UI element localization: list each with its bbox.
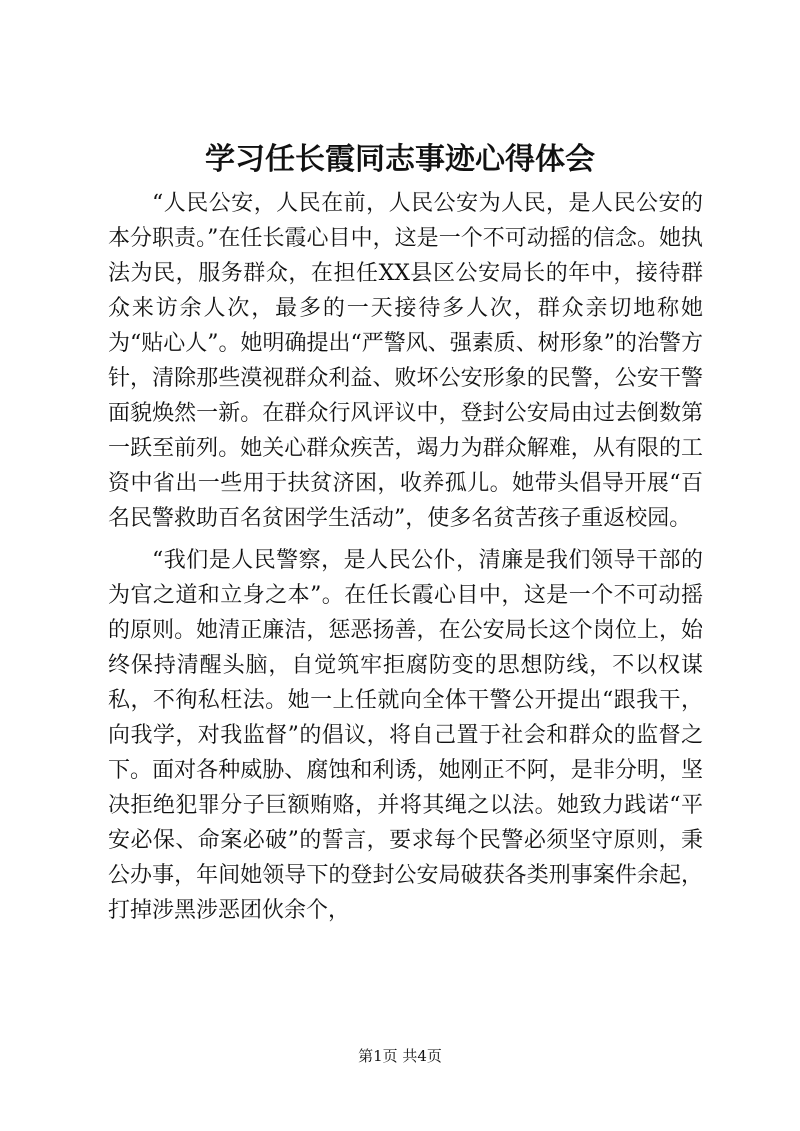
paragraph-2: “我们是人民警察，是人民公仆，清廉是我们领导干部的为官之道和立身之本”。在任长霞心目中，这是一个不可动摇的原则。她清正廉洁，惩恶扬善，在公安局长这个岗位上，始终保持清醒头脑，自觉筑牢拒腐防变的思想防线，不以权谋私，不徇私枉法。她一上任就向全体干警公开提出“跟我干，向我学，对我监督”的倡议，将自己置于社会和群众的监督之下。面对各种威胁、腐蚀和利诱，她刚正不阿，是非分明，坚决拒绝犯罪分子巨额贿赂，并将其绳之以法。她致力践诺“平安必保、命案必破”的誓言，要求每个民警必须坚守原则，秉公办事，年间她领导下的登封公安局破获各类刑事案件余起，打掉涉黑涉恶团伙余个， [108, 548, 703, 923]
page-title: 学习任长霞同志事迹心得体会 [205, 142, 595, 177]
page-footer: 第1页 共4页 [358, 1047, 442, 1065]
paragraph-1: “人民公安，人民在前，人民公安为人民，是人民公安的本分职责。”在任长霞心目中，这是一个不可动摇的信念。她执法为民，服务群众，在担任XX县区公安局长的年中，接待群众来访余人次，最多的一天接待多人次，群众亲切地称她为“贴心人”。她明确提出“严警风、强素质、树形象”的治警方针，清除那些漠视群众利益、败坏公安形象的民警，公安干警面貌焕然一新。在群众行风评议中，登封公安局由过去倒数第一跃至前列。她关心群众疾苦，竭力为群众解难，从有限的工资中省出一些用于扶贫济困，收养孤儿。她带头倡导开展“百名民警救助百名贫困学生活动”，使多名贫苦孩子重返校园。 [108, 191, 703, 531]
document-body [108, 186, 703, 935]
